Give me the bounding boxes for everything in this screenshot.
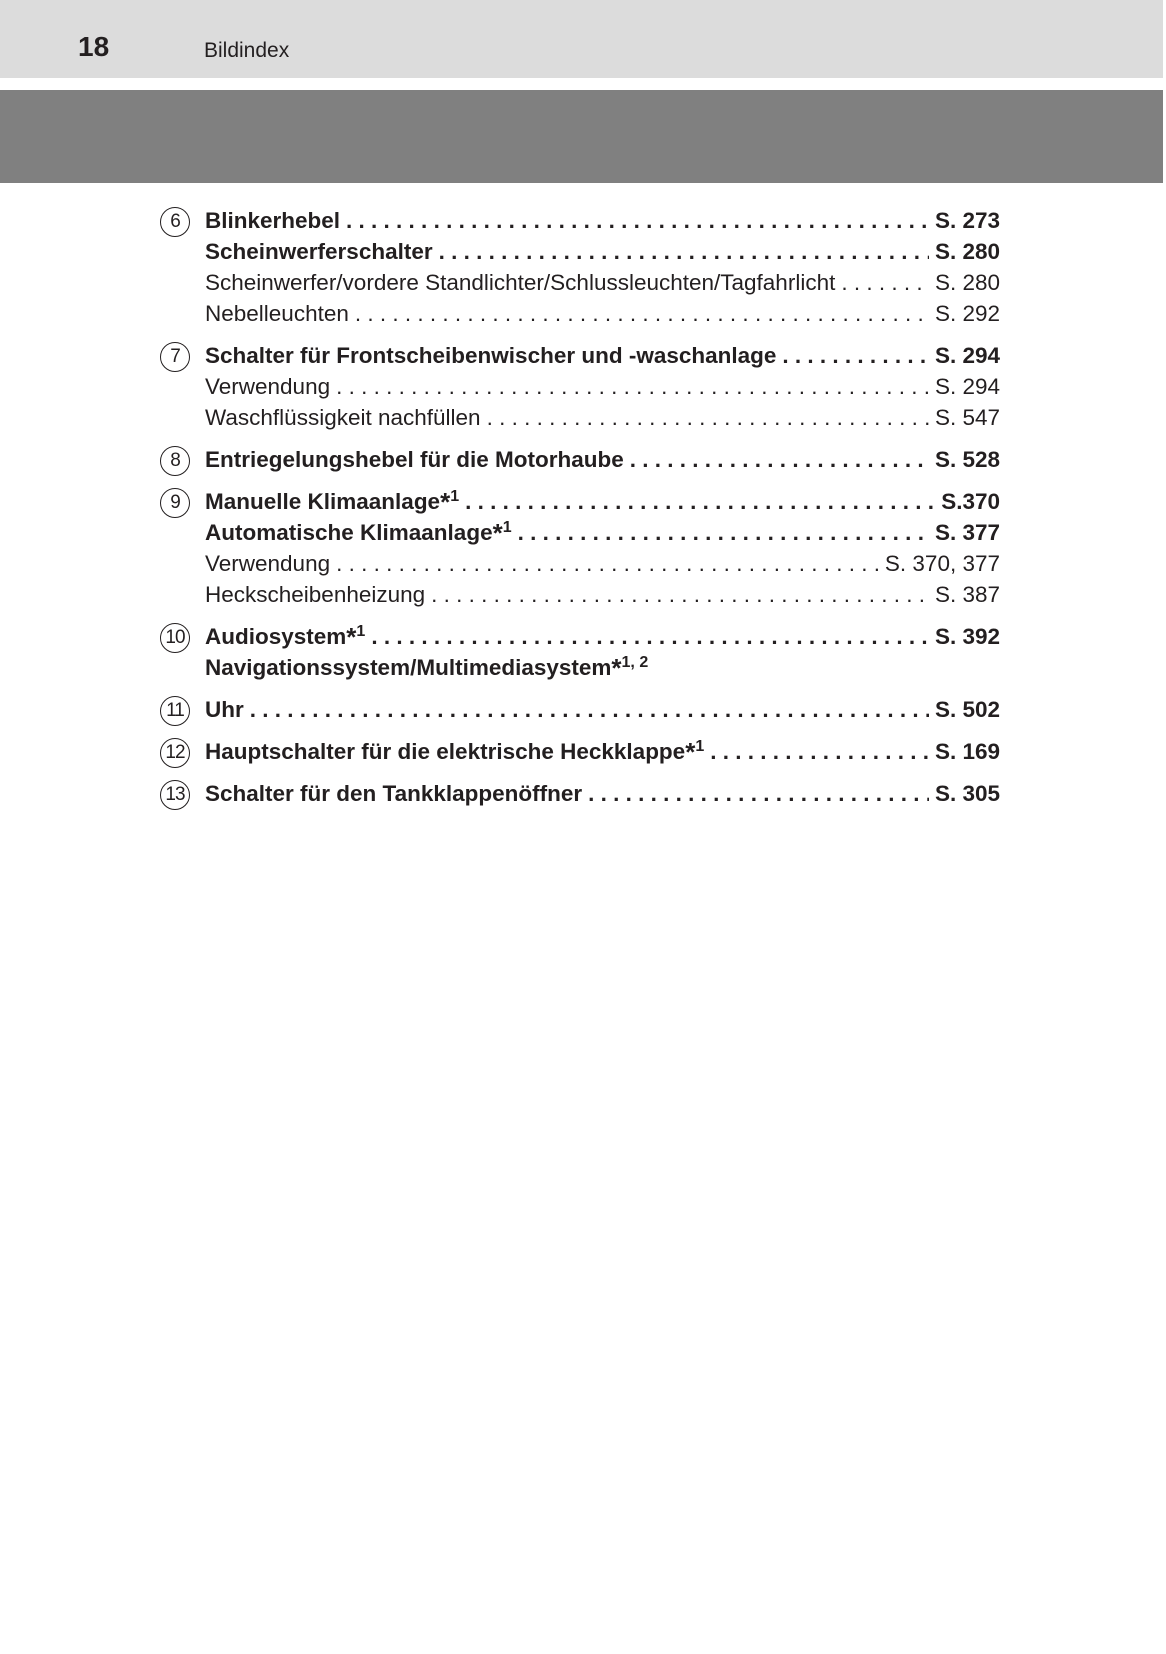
index-entry-main — [160, 735, 1000, 766]
entry-label — [205, 780, 582, 808]
footnote-reference: 1 — [450, 488, 460, 505]
index-entry-main — [160, 693, 1000, 724]
page-reference: S. 294 — [934, 343, 1000, 368]
entry-label — [205, 486, 459, 516]
dot-leader — [336, 373, 929, 401]
dot-leader — [841, 269, 929, 297]
footnote-asterisk: * — [346, 622, 357, 652]
circled-number-marker: 12 — [160, 738, 190, 768]
index-entry-sub — [160, 370, 1000, 401]
footnote-asterisk: * — [492, 518, 503, 548]
entry-label — [205, 404, 481, 432]
page-reference: S. 273 — [934, 208, 1000, 233]
page-reference: S. 392 — [934, 624, 1000, 649]
circled-number-marker: 6 — [160, 207, 190, 237]
entry-text: Verwendung — [205, 374, 331, 399]
index-entries — [160, 204, 1000, 819]
dot-leader — [518, 519, 929, 547]
index-group — [160, 443, 1000, 474]
entry-text: Heckscheibenheizung — [205, 582, 426, 607]
index-entry-main — [160, 620, 1000, 651]
entry-text: Navigationssystem/Multimediasystem — [205, 655, 612, 680]
entry-label — [205, 581, 425, 609]
page-reference: S. 280 — [934, 239, 1000, 264]
entry-label — [205, 550, 330, 578]
page-reference: S. 377 — [934, 520, 1000, 545]
entry-text: Automatische Klimaanlage — [205, 520, 493, 545]
entry-label — [205, 269, 835, 297]
circled-number-marker: 8 — [160, 446, 190, 476]
index-entry-sub — [160, 266, 1000, 297]
footnote-asterisk: * — [685, 737, 696, 767]
dot-leader — [782, 342, 929, 370]
page-reference: S. 370, 377 — [884, 551, 1000, 576]
entry-text: Entriegelungshebel für die Motorhaube — [205, 447, 624, 472]
header-gap — [0, 78, 1166, 90]
index-entry-sub — [160, 578, 1000, 609]
index-entry-main — [160, 485, 1000, 516]
footnote-asterisk: * — [611, 653, 622, 683]
entry-label — [205, 238, 433, 266]
entry-text: Schalter für den Tankklappenöffner — [205, 781, 583, 806]
entry-text: Schalter für Frontscheibenwischer und -waschanlage — [205, 343, 777, 368]
entry-label — [205, 207, 340, 235]
index-group — [160, 735, 1000, 766]
index-entry-main — [160, 777, 1000, 808]
entry-text: Blinkerhebel — [205, 208, 341, 233]
entry-text: Waschflüssigkeit nachfüllen — [205, 405, 481, 430]
dot-leader — [355, 300, 929, 328]
index-entry-sub — [160, 297, 1000, 328]
entry-label — [205, 342, 776, 370]
header-band — [0, 0, 1166, 78]
index-entry-main — [160, 204, 1000, 235]
index-group — [160, 204, 1000, 328]
dot-leader — [371, 623, 929, 651]
entry-label — [205, 373, 330, 401]
page-reference: S. 294 — [934, 374, 1000, 399]
index-entry-main — [160, 651, 1000, 682]
section-title: Bildindex — [204, 39, 290, 62]
entry-label — [205, 621, 365, 651]
entry-label — [205, 736, 704, 766]
circled-number-marker: 11 — [160, 696, 190, 726]
dot-leader — [346, 207, 929, 235]
page-reference: S. 528 — [934, 447, 1000, 472]
entry-label — [205, 517, 512, 547]
index-entry-sub — [160, 547, 1000, 578]
entry-text: Hauptschalter für die elektrische Heckklappe — [205, 739, 686, 764]
entry-text: Audiosystem — [205, 624, 347, 649]
index-entry-main — [160, 443, 1000, 474]
dot-leader — [250, 696, 929, 724]
dot-leader — [465, 488, 935, 516]
dot-leader — [487, 404, 929, 432]
index-group — [160, 620, 1000, 682]
page-reference: S. 547 — [934, 405, 1000, 430]
footnote-reference: 1, 2 — [621, 654, 649, 671]
entry-label — [205, 652, 648, 682]
circled-number-marker: 10 — [160, 623, 190, 653]
index-entry-main — [160, 516, 1000, 547]
header-dark-band — [0, 90, 1166, 183]
entry-label — [205, 446, 624, 474]
entry-text: Verwendung — [205, 551, 331, 576]
page-reference: S.370 — [941, 489, 1000, 514]
dot-leader — [710, 738, 929, 766]
dot-leader — [630, 446, 929, 474]
dot-leader — [588, 780, 929, 808]
page-number: 18 — [78, 31, 110, 62]
page-reference: S. 169 — [934, 739, 1000, 764]
index-group — [160, 693, 1000, 724]
entry-label — [205, 300, 349, 328]
entry-text: Uhr — [205, 697, 244, 722]
dot-leader — [439, 238, 929, 266]
index-group — [160, 485, 1000, 609]
page-reference: S. 280 — [934, 270, 1000, 295]
entry-text: Scheinwerfer/vordere Standlichter/Schlussleuchten/Tagfahrlicht — [205, 270, 836, 295]
circled-number-marker: 13 — [160, 780, 190, 810]
footnote-reference: 1 — [356, 623, 366, 640]
dot-leader — [431, 581, 929, 609]
circled-number-marker: 9 — [160, 488, 190, 518]
index-group — [160, 777, 1000, 808]
dot-leader — [336, 550, 879, 578]
page-reference: S. 387 — [934, 582, 1000, 607]
page-reference: S. 305 — [934, 781, 1000, 806]
index-entry-sub — [160, 401, 1000, 432]
page-reference: S. 502 — [934, 697, 1000, 722]
index-entry-main — [160, 339, 1000, 370]
entry-label — [205, 696, 244, 724]
footnote-reference: 1 — [695, 738, 705, 755]
page-reference: S. 292 — [934, 301, 1000, 326]
entry-text: Manuelle Klimaanlage — [205, 489, 441, 514]
index-entry-main — [160, 235, 1000, 266]
footnote-asterisk: * — [440, 487, 451, 517]
index-group — [160, 339, 1000, 432]
footnote-reference: 1 — [502, 519, 512, 536]
entry-text: Nebelleuchten — [205, 301, 349, 326]
circled-number-marker: 7 — [160, 342, 190, 372]
entry-text: Scheinwerferschalter — [205, 239, 433, 264]
